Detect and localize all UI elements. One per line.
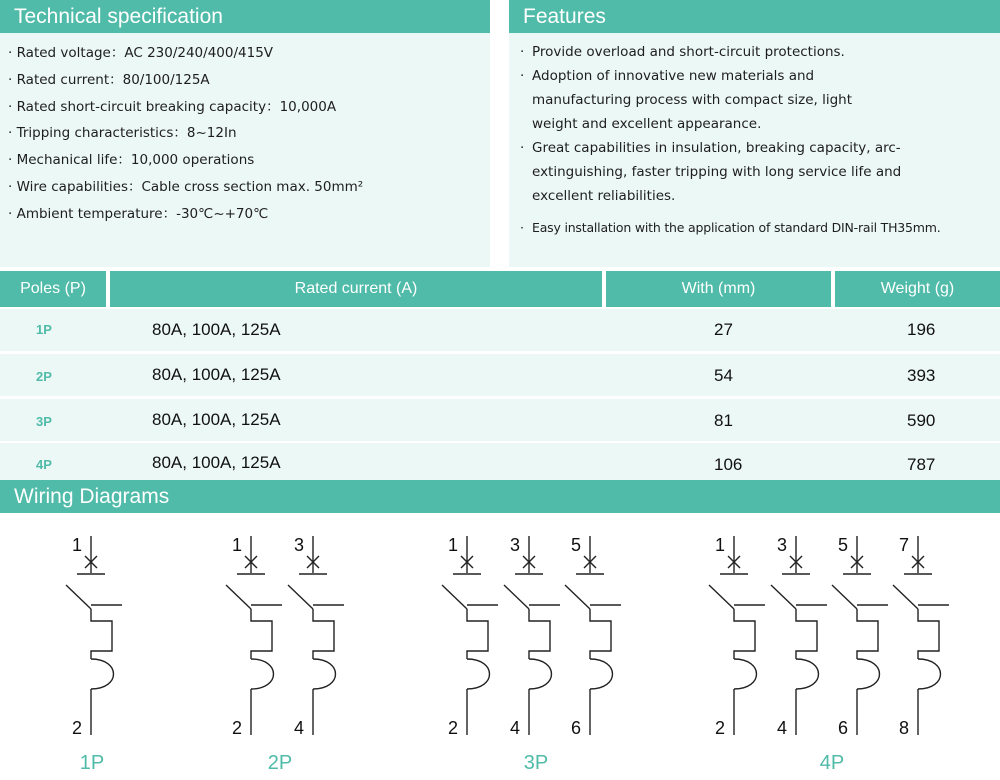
row-weight: 590 bbox=[907, 411, 936, 430]
terminal-number-bottom: 2 bbox=[715, 718, 726, 738]
bullet: · bbox=[520, 140, 525, 156]
pole-magnetic-coil bbox=[251, 659, 274, 689]
spec-item: · Mechanical life：10,000 operations bbox=[8, 152, 255, 169]
pole-magnetic-coil bbox=[796, 659, 819, 689]
bullet: · bbox=[8, 152, 13, 169]
terminal-number-bottom: 2 bbox=[72, 718, 83, 738]
pole-thermal-element bbox=[313, 609, 334, 659]
pole-magnetic-coil bbox=[590, 659, 613, 689]
diagram-label-1p: 1P bbox=[79, 752, 105, 774]
terminal-number-top: 5 bbox=[571, 535, 582, 555]
technical-spec-list bbox=[8, 40, 363, 228]
row-weight: 393 bbox=[907, 366, 936, 385]
pole-switch-blade bbox=[709, 585, 734, 609]
pole-switch-blade bbox=[226, 585, 251, 609]
terminal-number-top: 3 bbox=[294, 535, 305, 555]
bullet: · bbox=[520, 68, 525, 84]
header-width: With (mm) bbox=[606, 271, 831, 307]
row-current: 80A, 100A, 125A bbox=[152, 410, 281, 429]
features-title: Features bbox=[509, 0, 1000, 33]
terminal-number-bottom: 2 bbox=[448, 718, 459, 738]
bullet: · bbox=[520, 220, 524, 235]
bullet: · bbox=[8, 71, 13, 88]
terminal-number-top: 7 bbox=[899, 535, 910, 555]
spec-item: · Rated voltage：AC 230/240/400/415V bbox=[8, 45, 274, 61]
pole-thermal-element bbox=[251, 609, 272, 659]
pole-switch-blade bbox=[442, 585, 467, 609]
table-row bbox=[0, 443, 1000, 480]
terminal-number-bottom: 4 bbox=[777, 718, 788, 738]
row-width: 27 bbox=[714, 320, 733, 339]
terminal-number-bottom: 8 bbox=[899, 718, 910, 738]
row-current: 80A, 100A, 125A bbox=[152, 365, 281, 384]
wiring-diagrams bbox=[0, 513, 1000, 748]
row-width: 81 bbox=[714, 411, 733, 430]
pole-switch-blade bbox=[288, 585, 313, 609]
pole-switch-blade bbox=[66, 585, 91, 609]
terminal-number-bottom: 4 bbox=[510, 718, 521, 738]
pole-switch-blade bbox=[832, 585, 857, 609]
spec-item: · Rated short-circuit breaking capacity：10,000A bbox=[8, 98, 337, 115]
row-poles: 3P bbox=[36, 414, 52, 429]
terminal-number-top: 1 bbox=[715, 535, 726, 555]
row-poles: 1P bbox=[36, 322, 52, 337]
pole-magnetic-coil bbox=[467, 659, 490, 689]
pole-thermal-element bbox=[590, 609, 611, 659]
bullet: · bbox=[8, 45, 13, 61]
pole-thermal-element bbox=[467, 609, 488, 659]
header-rated-current: Rated current (A) bbox=[110, 271, 602, 307]
terminal-number-top: 3 bbox=[777, 535, 788, 555]
terminal-number-bottom: 6 bbox=[838, 718, 849, 738]
row-width: 106 bbox=[714, 455, 743, 474]
terminal-number-top: 3 bbox=[510, 535, 521, 555]
table-row bbox=[0, 399, 1000, 441]
pole-magnetic-coil bbox=[313, 659, 336, 689]
pole-thermal-element bbox=[734, 609, 755, 659]
row-poles: 4P bbox=[36, 457, 52, 472]
spec-item: · Tripping characteristics：8~12In bbox=[8, 125, 237, 142]
pole-magnetic-coil bbox=[91, 659, 114, 689]
pole-magnetic-coil bbox=[918, 659, 941, 689]
row-weight: 196 bbox=[907, 320, 936, 339]
bullet: · bbox=[520, 44, 525, 60]
bullet: · bbox=[8, 178, 13, 195]
diagram-label-4p: 4P bbox=[819, 752, 845, 774]
pole-thermal-element bbox=[91, 609, 112, 659]
table-row bbox=[0, 354, 1000, 396]
pole-switch-blade bbox=[565, 585, 590, 609]
bullet: · bbox=[8, 98, 13, 115]
diagram-label-3p: 3P bbox=[523, 752, 549, 774]
header-weight: Weight (g) bbox=[835, 271, 1000, 307]
terminal-number-top: 5 bbox=[838, 535, 849, 555]
feature-item: · Great capabilities in insulation, breaking capacity, arc-extinguishing, faster tripping with long service life and excellent reliabilities. bbox=[520, 136, 952, 208]
row-weight: 787 bbox=[907, 455, 936, 474]
features-list bbox=[520, 40, 1000, 240]
bullet: · bbox=[8, 125, 13, 142]
feature-item: · Easy installation with the application of standard DIN-rail TH35mm. bbox=[520, 216, 1000, 240]
table-row bbox=[0, 309, 1000, 351]
terminal-number-top: 1 bbox=[72, 535, 83, 555]
pole-thermal-element bbox=[857, 609, 878, 659]
row-current: 80A, 100A, 125A bbox=[152, 320, 281, 339]
pole-thermal-element bbox=[796, 609, 817, 659]
terminal-number-top: 1 bbox=[232, 535, 243, 555]
spec-item: · Wire capabilities：Cable cross section max. 50mm² bbox=[8, 178, 364, 195]
terminal-number-bottom: 2 bbox=[232, 718, 243, 738]
technical-spec-title: Technical specification bbox=[0, 0, 490, 33]
diagram-label-2p: 2P bbox=[267, 752, 293, 774]
pole-thermal-element bbox=[918, 609, 939, 659]
row-width: 54 bbox=[714, 366, 733, 385]
feature-item: · Provide overload and short-circuit protections. bbox=[520, 40, 1000, 64]
spec-item: · Rated current：80/100/125A bbox=[8, 71, 210, 88]
pole-magnetic-coil bbox=[734, 659, 757, 689]
wiring-diagrams-title: Wiring Diagrams bbox=[0, 480, 1000, 513]
pole-switch-blade bbox=[504, 585, 529, 609]
pole-magnetic-coil bbox=[857, 659, 880, 689]
pole-magnetic-coil bbox=[529, 659, 552, 689]
feature-item: · Adoption of innovative new materials and manufacturing process with compact size, light weight and excellent appearance. bbox=[520, 64, 872, 136]
spec-item: · Ambient temperature：-30℃~+70℃ bbox=[8, 205, 269, 222]
terminal-number-bottom: 4 bbox=[294, 718, 305, 738]
terminal-number-bottom: 6 bbox=[571, 718, 582, 738]
pole-switch-blade bbox=[771, 585, 796, 609]
header-poles: Poles (P) bbox=[0, 271, 106, 307]
pole-thermal-element bbox=[529, 609, 550, 659]
bullet: · bbox=[8, 205, 13, 222]
pole-switch-blade bbox=[893, 585, 918, 609]
terminal-number-top: 1 bbox=[448, 535, 459, 555]
row-poles: 2P bbox=[36, 369, 52, 384]
row-current: 80A, 100A, 125A bbox=[152, 453, 281, 472]
